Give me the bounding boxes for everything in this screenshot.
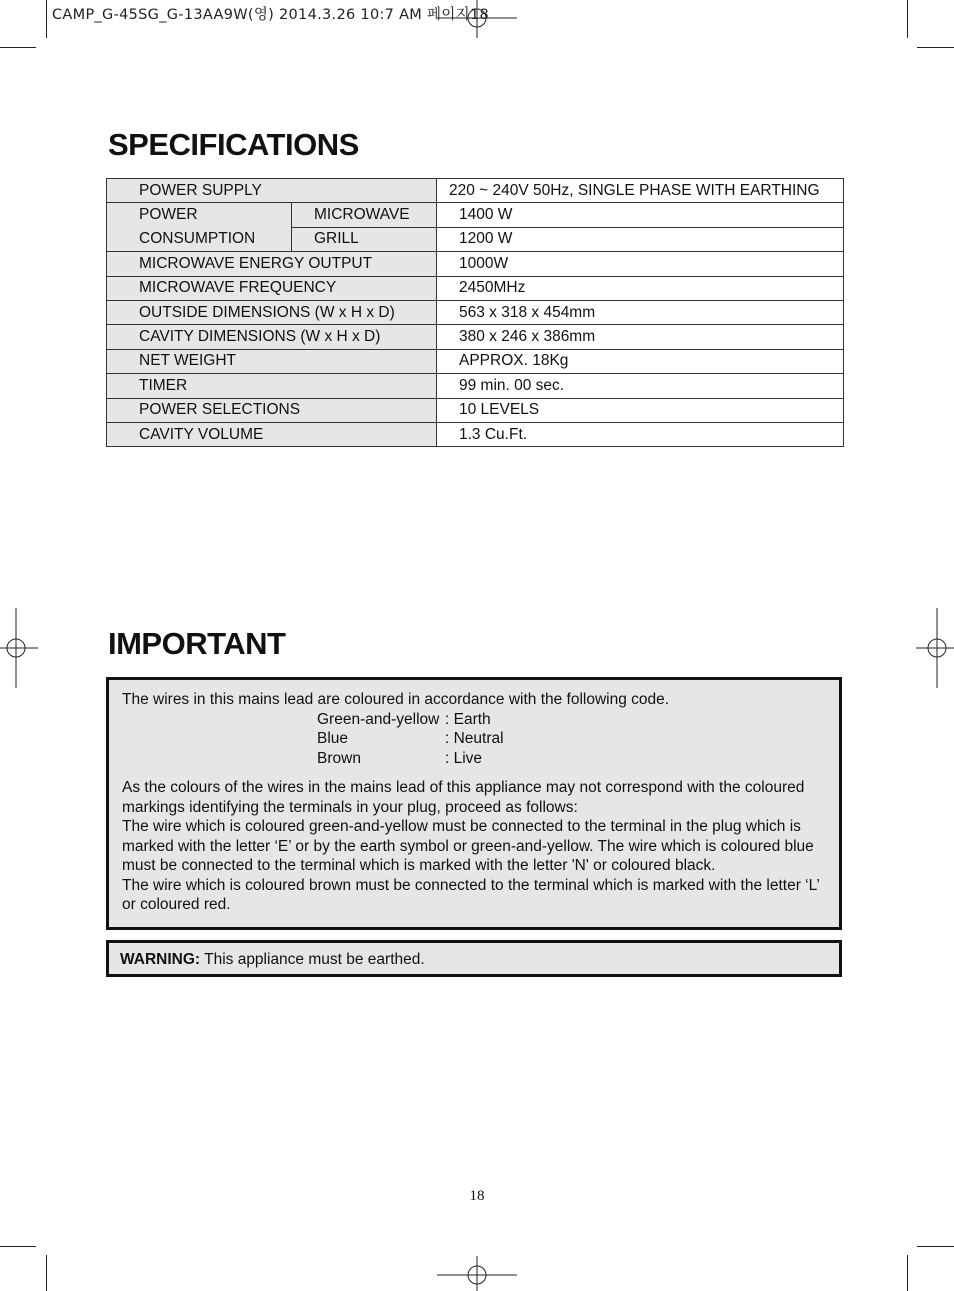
spec-value: 1400 W <box>437 203 844 227</box>
crop-mark <box>917 47 954 48</box>
print-header: CAMP_G-45SG_G-13AA9W(영) 2014.3.26 10:7 AM 페이지18 <box>52 7 489 23</box>
registration-mark-icon <box>916 608 954 688</box>
spec-value: APPROX. 18Kg <box>437 349 844 373</box>
table-row <box>107 422 844 446</box>
table-row <box>107 203 844 227</box>
spec-value: 1200 W <box>437 227 844 251</box>
wire-colour: Green-and-yellow <box>317 710 440 728</box>
crop-mark <box>917 1246 954 1247</box>
registration-mark-icon <box>437 1256 517 1291</box>
spec-sublabel: MICROWAVE <box>292 203 437 227</box>
wire-meaning: : Neutral <box>445 730 504 747</box>
table-row <box>107 300 844 324</box>
table-row <box>107 179 844 203</box>
spec-value: 380 x 246 x 386mm <box>437 325 844 349</box>
spec-value: 1.3 Cu.Ft. <box>437 422 844 446</box>
spec-label: MICROWAVE ENERGY OUTPUT <box>107 252 437 276</box>
spec-label: POWER SUPPLY <box>107 179 437 203</box>
table-row <box>107 252 844 276</box>
spec-value: 99 min. 00 sec. <box>437 374 844 398</box>
spec-value: 2450MHz <box>437 276 844 300</box>
wiring-paragraph: The wire which is coloured green-and-yellow must be connected to the terminal in the plug which is marked with the letter ‘E’ or by the earth symbol or green-and-yellow. The wire which is coloured blue must be connected to the terminal which is marked with the letter 'N' or coloured black. <box>122 818 814 874</box>
spec-label: MICROWAVE FREQUENCY <box>107 276 437 300</box>
table-row <box>107 349 844 373</box>
table-row <box>107 227 844 251</box>
spec-sublabel: GRILL <box>292 227 437 251</box>
spec-label: CAVITY DIMENSIONS (W x H x D) <box>107 325 437 349</box>
spec-label: OUTSIDE DIMENSIONS (W x H x D) <box>107 300 437 324</box>
warning-text: This appliance must be earthed. <box>200 951 425 968</box>
crop-mark <box>0 1246 36 1247</box>
table-row <box>107 276 844 300</box>
wire-colour: Blue <box>317 730 349 747</box>
crop-mark <box>907 1255 908 1291</box>
wiring-paragraph: As the colours of the wires in the mains lead of this appliance may not correspond with the coloured markings identifying the terminals in your plug, proceed as follows: <box>122 779 805 816</box>
list-item <box>317 729 826 749</box>
table-row <box>107 374 844 398</box>
table-row <box>107 325 844 349</box>
crop-mark <box>46 0 47 38</box>
page-number: 18 <box>469 1188 485 1204</box>
crop-mark <box>0 47 36 48</box>
registration-mark-icon <box>0 608 38 688</box>
crop-mark <box>46 1255 47 1291</box>
wiring-notice-box <box>106 677 842 930</box>
important-title: IMPORTANT <box>108 626 286 661</box>
spec-value: 1000W <box>437 252 844 276</box>
specifications-table <box>106 178 844 447</box>
specifications-title: SPECIFICATIONS <box>108 127 359 162</box>
wire-code-list <box>317 710 826 769</box>
spec-value: 563 x 318 x 454mm <box>437 300 844 324</box>
wiring-intro: The wires in this mains lead are coloured in accordance with the following code. <box>122 691 670 708</box>
warning-box <box>106 940 842 977</box>
spec-label: TIMER <box>107 374 437 398</box>
list-item <box>317 749 826 769</box>
warning-label: WARNING: <box>120 951 201 968</box>
table-row <box>107 398 844 422</box>
wire-meaning: : Live <box>445 749 483 767</box>
crop-mark <box>907 0 908 38</box>
spec-value: 10 LEVELS <box>437 398 844 422</box>
wire-colour: Brown <box>317 749 361 767</box>
spec-value: 220 ~ 240V 50Hz, SINGLE PHASE WITH EARTHING <box>437 179 844 203</box>
wire-meaning: : Earth <box>445 710 491 728</box>
spec-label: CAVITY VOLUME <box>107 422 437 446</box>
spec-label: CONSUMPTION <box>107 227 292 251</box>
wiring-paragraph: The wire which is coloured brown must be connected to the terminal which is marked with the letter ‘L’ or coloured red. <box>122 876 820 913</box>
list-item <box>317 710 826 730</box>
spec-label: NET WEIGHT <box>107 349 437 373</box>
spec-label: POWER SELECTIONS <box>107 398 437 422</box>
spec-label: POWER <box>107 203 292 227</box>
